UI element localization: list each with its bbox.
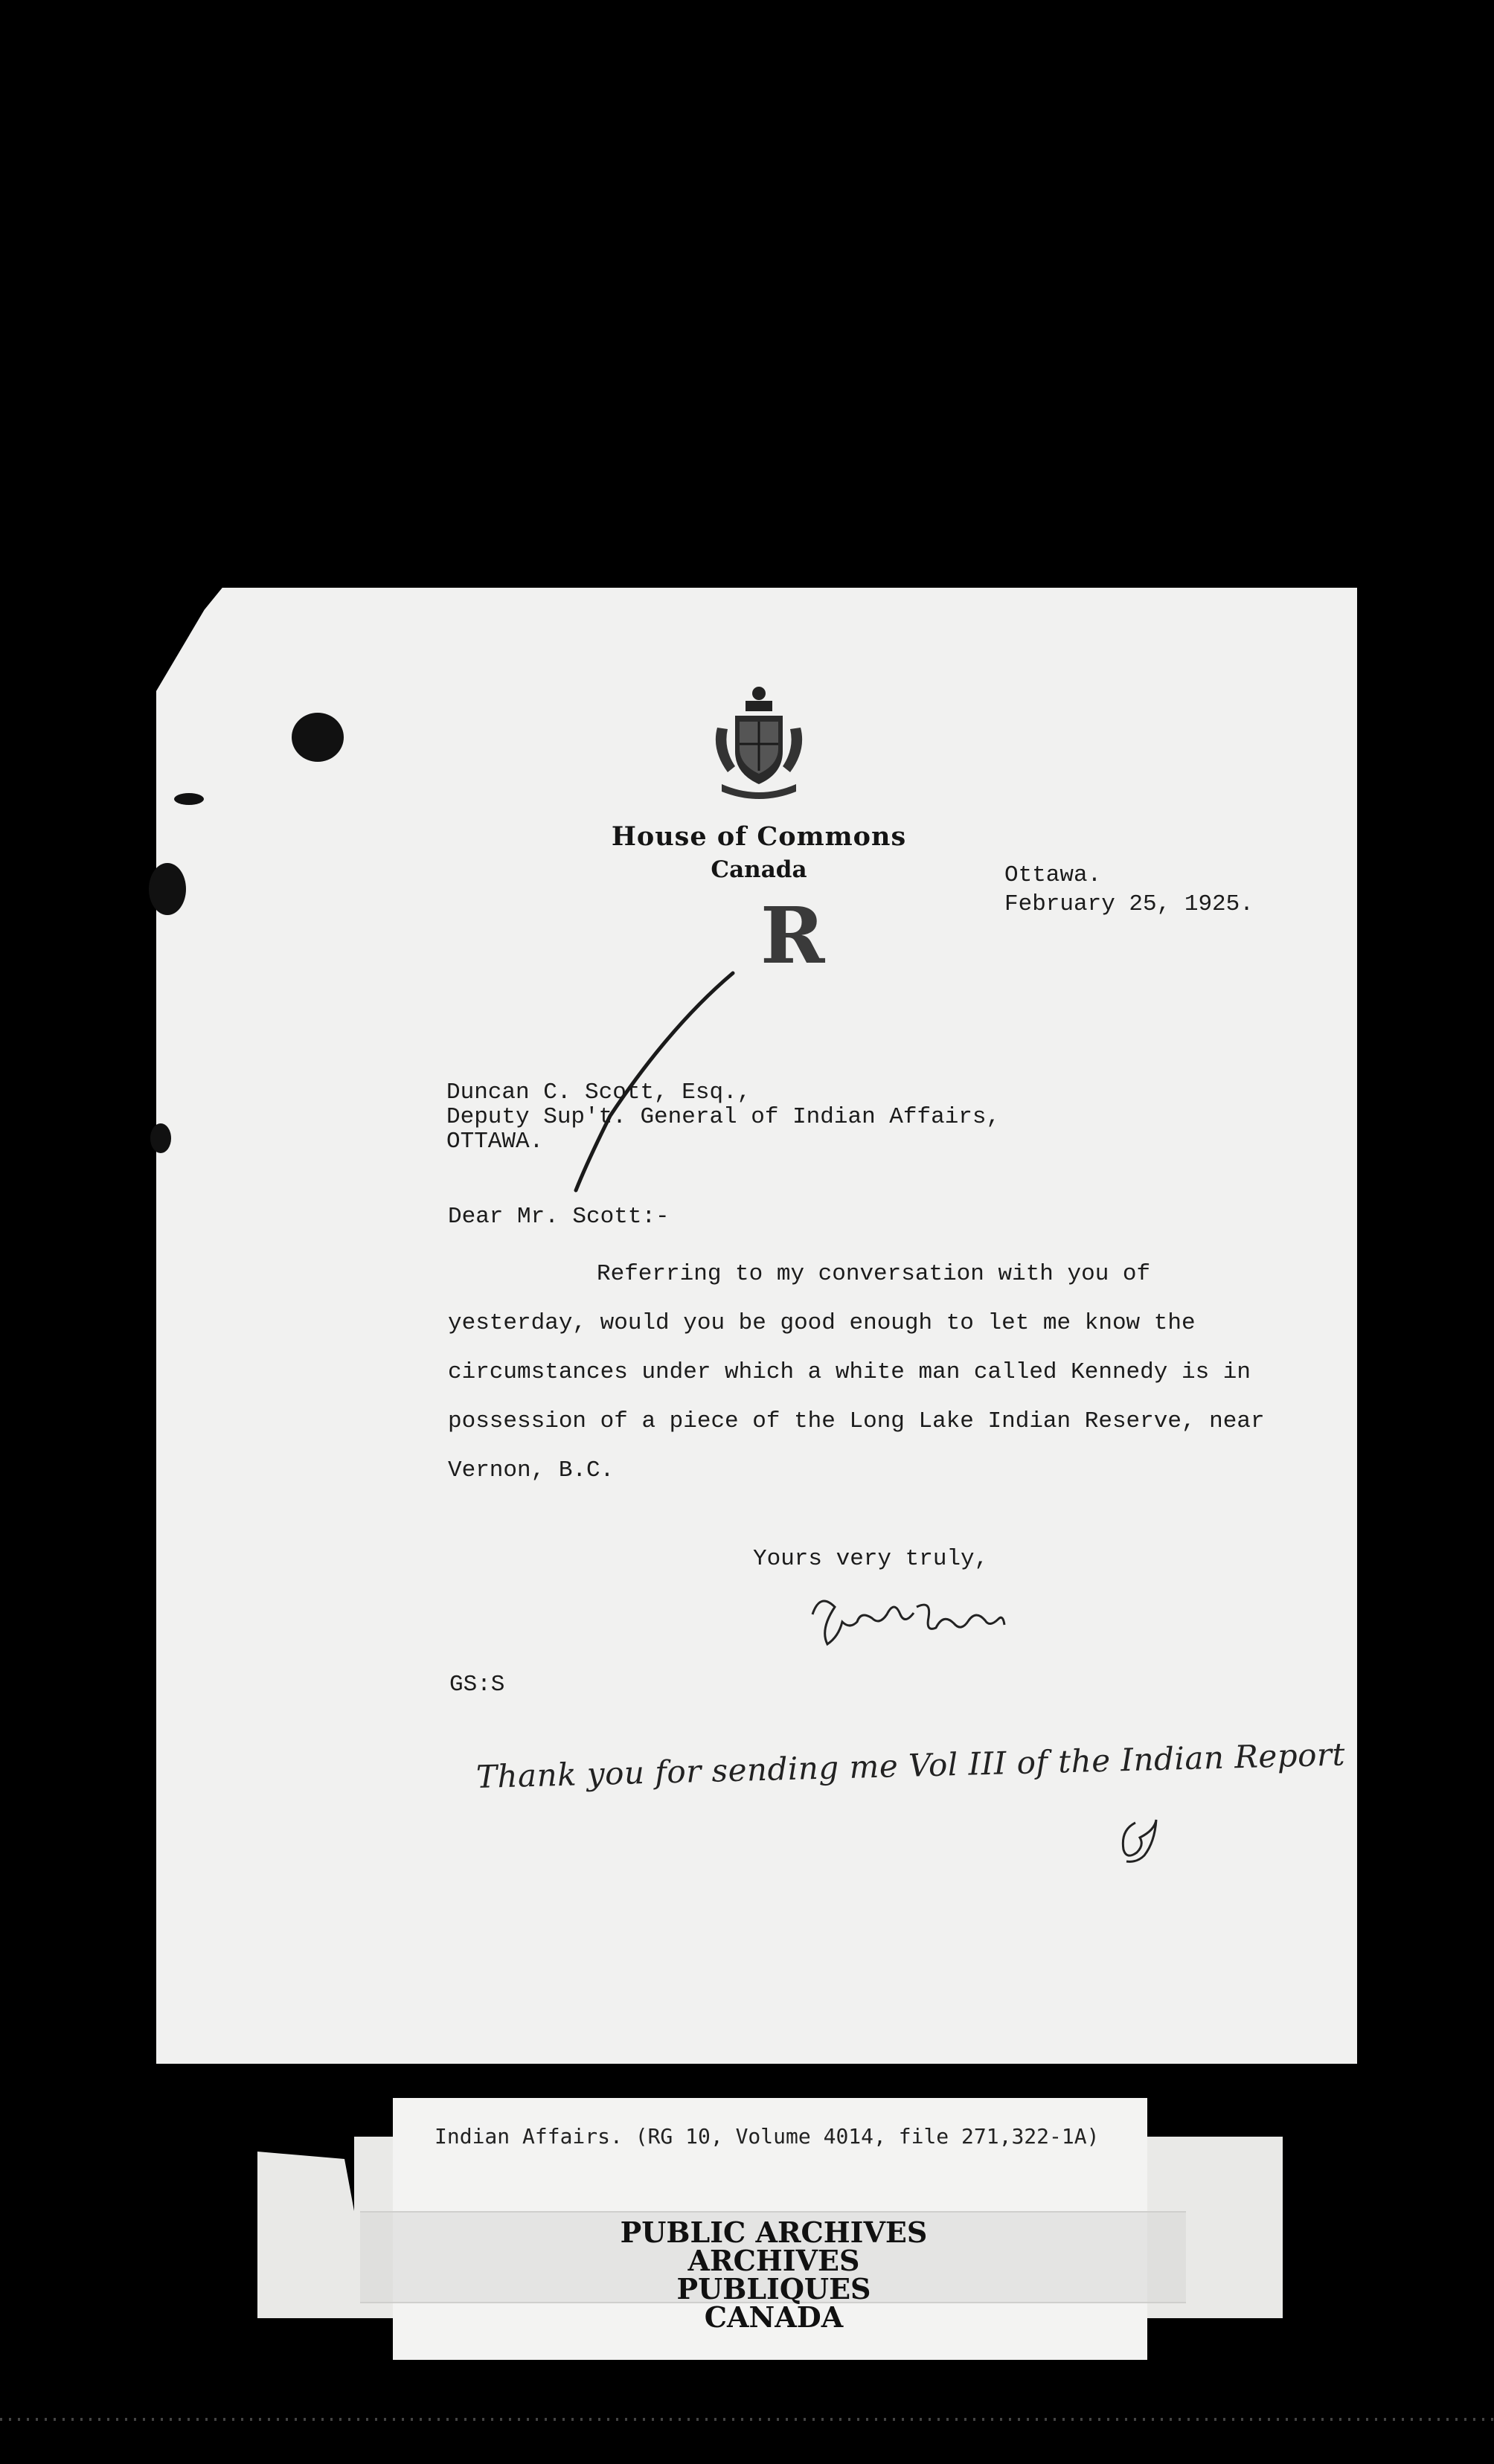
ink-blot [150,1123,171,1153]
ink-blot [149,863,186,915]
closing: Yours very truly, [753,1546,989,1572]
coat-of-arms-icon [707,683,811,802]
letterhead-title: House of Commons [611,821,907,852]
stamp-line: PUBLIC ARCHIVES [620,2216,928,2249]
addressee-line: Duncan C. Scott, Esq., [446,1079,751,1106]
place-date [1004,861,1254,919]
stamp-line: ARCHIVES PUBLIQUES [676,2244,871,2306]
film-edge [0,2418,1494,2421]
handwritten-initials [1113,1815,1165,1867]
handwritten-signature [798,1585,1021,1652]
letter-date: February 25, 1925. [1004,891,1254,917]
salutation: Dear Mr. Scott:- [448,1204,670,1230]
archive-citation: Indian Affairs. (RG 10, Volume 4014, file 271,322-1A) [435,2124,1100,2149]
addressee-line: OTTAWA. [446,1129,544,1155]
archives-stamp [588,2216,960,2334]
addressee-block [446,1080,1000,1154]
handwritten-note: Thank you for sending me Vol III of the Indian Report [475,1736,1346,1795]
ink-blot [174,793,204,805]
ink-blot [292,713,344,762]
letterhead-subtitle: Canada [711,856,807,883]
letter-place: Ottawa. [1004,862,1102,888]
letter-body: Referring to my conversation with you of yesterday, would you be good enough to let me know the circumstances under which a white man called Kennedy is in possession of a piece of the Long Lake Indian Reserve, near Vernon, B.C. [448,1261,1265,1483]
registry-stamp: R [760,890,825,981]
addressee-line: Deputy Sup't. General of Indian Affairs, [446,1104,1001,1130]
reference-initials: GS:S [449,1672,505,1698]
stamp-line: CANADA [704,2300,844,2334]
